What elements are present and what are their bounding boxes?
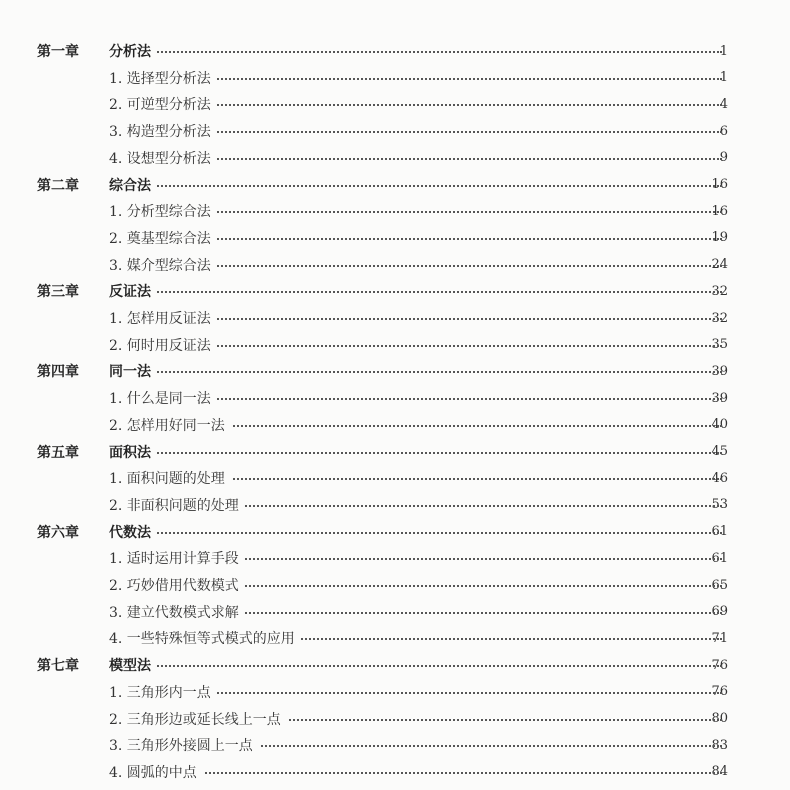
section-title: 2. 奠基型综合法 xyxy=(109,228,217,248)
section-row[interactable] xyxy=(0,118,790,144)
chapter-row[interactable] xyxy=(0,652,790,678)
section-title: 4. 设想型分析法 xyxy=(109,148,217,168)
section-title: 3. 三角形外接圆上一点 xyxy=(109,735,259,755)
section-row[interactable] xyxy=(0,332,790,358)
section-title: 3. 媒介型综合法 xyxy=(109,255,217,275)
section-title: 3. 建立代数模式求解 xyxy=(109,602,245,622)
page-number: 19 xyxy=(711,230,728,246)
section-title: 4. 一些特殊恒等式模式的应用 xyxy=(109,628,301,648)
section-title: 1. 面积问题的处理 xyxy=(109,468,231,488)
section-title: 1. 选择型分析法 xyxy=(109,68,217,88)
chapter-number: 第七章 xyxy=(37,658,79,675)
chapter-title: 模型法 xyxy=(109,655,157,675)
page-number: 32 xyxy=(711,310,728,326)
page-number: 39 xyxy=(711,390,728,406)
section-title: 1. 什么是同一法 xyxy=(109,388,217,408)
chapter-number: 第六章 xyxy=(37,524,79,541)
page-number: 24 xyxy=(711,257,728,273)
chapter-row[interactable] xyxy=(0,38,790,64)
dot-leader xyxy=(150,345,722,347)
section-row[interactable] xyxy=(0,305,790,331)
page-number: 45 xyxy=(711,444,728,459)
section-title: 2. 可逆型分析法 xyxy=(109,94,217,114)
page-number: 46 xyxy=(711,470,728,486)
dot-leader xyxy=(150,238,722,240)
chapter-title: 同一法 xyxy=(109,361,157,381)
dot-leader xyxy=(150,265,722,267)
dot-leader xyxy=(150,452,722,454)
dot-leader xyxy=(150,692,722,694)
section-row[interactable] xyxy=(0,599,790,625)
chapter-number: 第一章 xyxy=(37,44,79,60)
page-number: 71 xyxy=(711,630,728,646)
section-row[interactable] xyxy=(0,145,790,171)
dot-leader xyxy=(150,78,722,80)
section-row[interactable] xyxy=(0,732,790,758)
dot-leader xyxy=(150,318,722,320)
chapter-row[interactable] xyxy=(0,358,790,384)
chapter-title: 分析法 xyxy=(109,41,157,61)
dot-leader xyxy=(150,371,722,373)
chapter-title: 反证法 xyxy=(109,281,157,301)
section-row[interactable] xyxy=(0,492,790,518)
dot-leader xyxy=(150,665,722,667)
page-number: 16 xyxy=(711,203,728,219)
chapter-number: 第二章 xyxy=(37,177,79,194)
dot-leader xyxy=(150,291,722,293)
section-title: 2. 巧妙借用代数模式 xyxy=(109,575,245,595)
section-row[interactable] xyxy=(0,625,790,651)
page-number: 76 xyxy=(711,684,728,700)
section-title: 1. 分析型综合法 xyxy=(109,201,217,221)
section-row[interactable] xyxy=(0,91,790,117)
section-row[interactable] xyxy=(0,706,790,732)
page-number: 35 xyxy=(711,337,728,353)
section-row[interactable] xyxy=(0,465,790,491)
dot-leader xyxy=(150,772,722,774)
page-number: 9 xyxy=(719,150,728,166)
section-row[interactable] xyxy=(0,572,790,598)
section-row[interactable] xyxy=(0,545,790,571)
page-number: 32 xyxy=(711,283,728,299)
page-number: 40 xyxy=(711,417,728,433)
chapter-number: 第三章 xyxy=(37,284,79,301)
dot-leader xyxy=(150,158,722,160)
section-row[interactable] xyxy=(0,252,790,278)
section-row[interactable] xyxy=(0,385,790,411)
section-row[interactable] xyxy=(0,759,790,785)
section-title: 1. 适时运用计算手段 xyxy=(109,548,245,568)
section-title: 2. 怎样用好同一法 xyxy=(109,415,231,435)
page-number: 84 xyxy=(711,764,728,780)
dot-leader xyxy=(150,425,722,427)
chapter-number: 第五章 xyxy=(37,444,79,461)
section-title: 2. 非面积问题的处理 xyxy=(109,495,245,515)
page-number: 6 xyxy=(719,123,728,139)
page-number: 1 xyxy=(719,70,728,86)
page-number: 4 xyxy=(719,96,728,112)
page-number: 53 xyxy=(711,497,728,513)
chapter-title: 面积法 xyxy=(109,442,157,462)
dot-leader xyxy=(150,51,722,53)
section-row[interactable] xyxy=(0,679,790,705)
page-number: 61 xyxy=(711,524,728,540)
chapter-title: 代数法 xyxy=(109,522,157,542)
page-number: 16 xyxy=(711,177,728,192)
dot-leader xyxy=(150,104,722,106)
page-number: 1 xyxy=(719,43,728,59)
chapter-row[interactable] xyxy=(0,439,790,465)
dot-leader xyxy=(150,131,722,133)
page-number: 65 xyxy=(711,577,728,593)
dot-leader xyxy=(150,532,722,534)
section-title: 2. 何时用反证法 xyxy=(109,335,217,355)
dot-leader xyxy=(150,398,722,400)
chapter-row[interactable] xyxy=(0,278,790,304)
section-title: 1. 怎样用反证法 xyxy=(109,308,217,328)
section-row[interactable] xyxy=(0,225,790,251)
page-number: 76 xyxy=(711,657,728,673)
page-number: 80 xyxy=(711,711,728,726)
page-number: 61 xyxy=(711,550,728,566)
dot-leader xyxy=(150,478,722,480)
section-title: 1. 三角形内一点 xyxy=(109,682,217,702)
section-row[interactable] xyxy=(0,65,790,91)
section-row[interactable] xyxy=(0,412,790,438)
dot-leader xyxy=(150,185,722,187)
chapter-title: 综合法 xyxy=(109,175,157,195)
chapter-number: 第四章 xyxy=(37,364,79,381)
page-number: 69 xyxy=(711,604,728,620)
chapter-row[interactable] xyxy=(0,172,790,198)
chapter-row[interactable] xyxy=(0,519,790,545)
page-number: 83 xyxy=(711,737,728,753)
section-title: 2. 三角形边或延长线上一点 xyxy=(109,709,287,729)
section-title: 4. 圆弧的中点 xyxy=(109,762,203,782)
section-title: 3. 构造型分析法 xyxy=(109,121,217,141)
section-row[interactable] xyxy=(0,198,790,224)
dot-leader xyxy=(150,211,722,213)
page-number: 39 xyxy=(711,363,728,379)
